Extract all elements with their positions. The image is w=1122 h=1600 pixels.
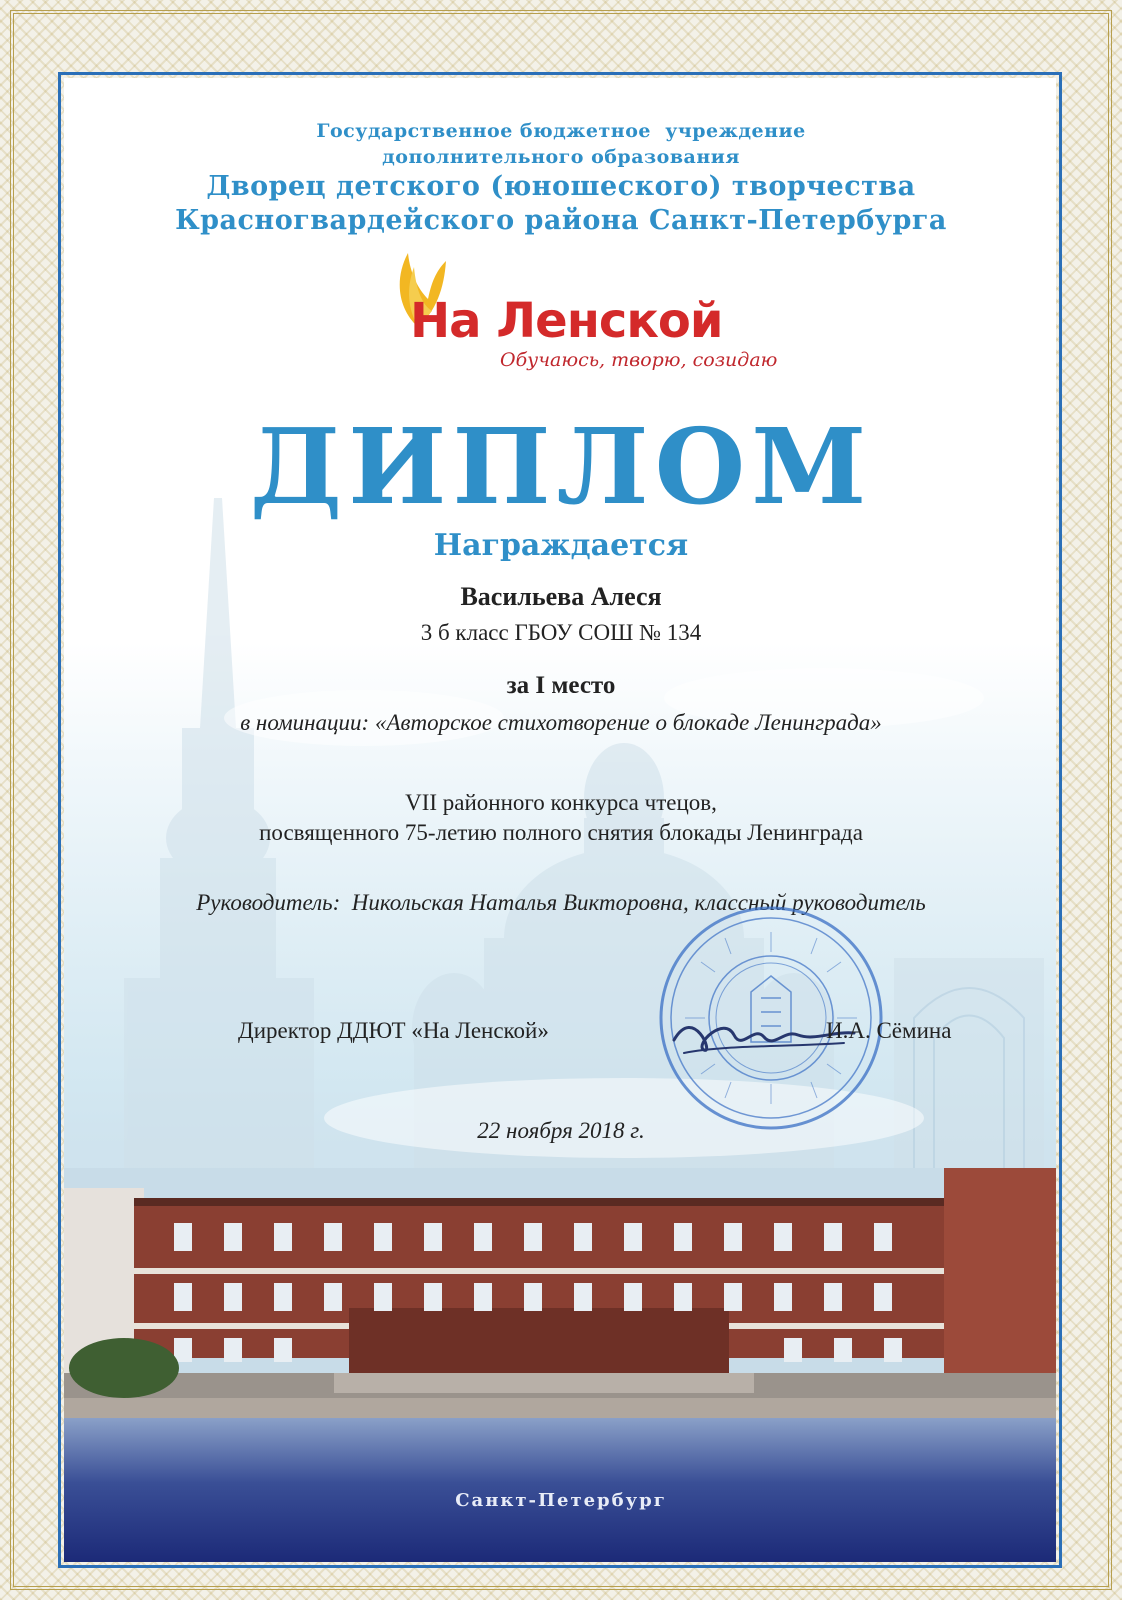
diploma-date: 22 ноября 2018 г. (477, 1118, 645, 1143)
awarded-label: Награждается (433, 528, 689, 563)
logo-slogan: Обучаюсь, творю, созидаю (500, 349, 778, 371)
city-label: Санкт-Петербург (455, 1490, 667, 1511)
org-line-3: Дворец детского (юношеского) творчества (206, 171, 916, 202)
place-label: за I место (506, 672, 616, 699)
school-building-image (64, 1168, 1056, 1418)
diploma-title: ДИПЛОМ (249, 405, 873, 528)
supervisor-text: Руководитель: Никольская Наталья Викторовна, классный руководитель (196, 890, 926, 915)
recipient-class: 3 б класс ГБОУ СОШ № 134 (420, 620, 702, 645)
logo (380, 245, 778, 385)
contest-line-2: посвященного 75-летию полного снятия блокады Ленинграда (259, 820, 863, 845)
director-title: Директор ДДЮТ «На Ленской» (238, 1018, 549, 1043)
nomination-text: в номинации: «Авторское стихотворение о блокаде Ленинграда» (240, 710, 882, 735)
contest-line-1: VII районного конкурса чтецов, (405, 790, 717, 815)
org-line-4: Красногвардейского района Санкт-Петербурга (175, 205, 947, 236)
org-line-1: Государственное бюджетное учреждение (316, 120, 806, 142)
director-name: И.А. Сёмина (826, 1018, 952, 1043)
org-line-2: дополнительного образования (382, 146, 740, 168)
logo-name: На Ленской (410, 293, 723, 349)
recipient-name: Васильева Алеся (460, 582, 662, 611)
